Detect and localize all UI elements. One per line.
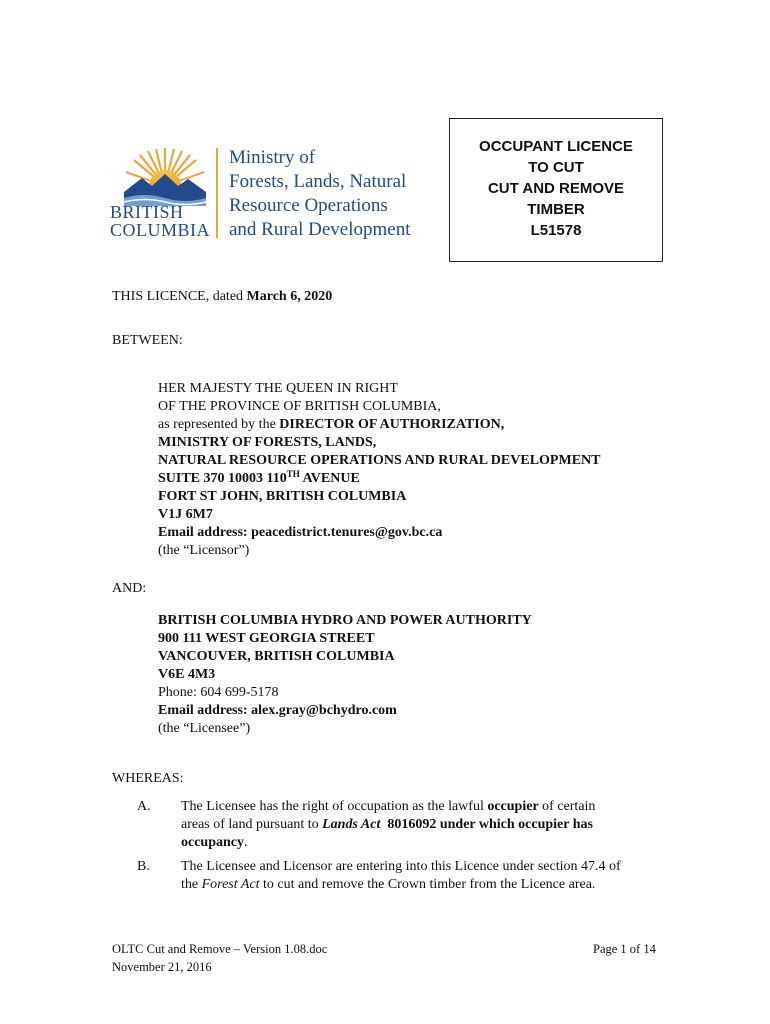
licensor-represented-by: as represented by the: [158, 417, 280, 432]
licensor-line-4: [158, 434, 376, 452]
clause-a-line-2: [181, 816, 593, 834]
clause-a-text-1: The Licensee has the right of occupation as the lawful: [181, 799, 488, 814]
licensor-postal-text: V1J 6M7: [158, 507, 213, 522]
licensor-email: [158, 524, 442, 542]
title-line-2: TO CUT: [528, 159, 584, 176]
licensee-name: [158, 612, 532, 630]
clause-b-line-1: The Licensee and Licensor are entering into this Licence under section 47.4 of: [181, 859, 621, 874]
licensee-street-text: 900 111 WEST GEORGIA STREET: [158, 631, 375, 646]
licensor-avenue: AVENUE: [299, 471, 360, 486]
clause-a-occupier: occupier: [487, 799, 539, 814]
licensee-street: [158, 630, 375, 648]
logo-british: BRITISH: [110, 202, 184, 222]
licensor-city-text: FORT ST JOHN, BRITISH COLUMBIA: [158, 489, 407, 504]
licensor-line-3: [158, 416, 504, 434]
ministry-line-1: Ministry of: [229, 147, 316, 168]
footer-date: November 21, 2016: [112, 960, 212, 974]
clause-a-text-2: of certain: [538, 799, 596, 814]
title-line-4: TIMBER: [527, 201, 585, 218]
clause-a-line-3: [181, 834, 248, 852]
ministry-line-3: Resource Operations: [229, 195, 388, 216]
clause-b-forest-act: Forest Act: [201, 877, 260, 892]
logo-columbia: COLUMBIA: [110, 220, 211, 240]
ministry-line-4: and Rural Development: [229, 219, 411, 240]
ministry-name: [229, 146, 411, 242]
title-line-3: CUT AND REMOVE: [487, 180, 625, 197]
licensee-phone: Phone: 604 699-5178: [158, 685, 279, 700]
licence-dated: [112, 288, 332, 306]
clause-b-text-2: to cut and remove the Crown timber from the Licence area.: [259, 877, 596, 892]
licensee-city-text: VANCOUVER, BRITISH COLUMBIA: [158, 649, 395, 664]
clause-a-lands-act: Lands Act: [322, 817, 381, 832]
licensor-label: (the “Licensor”): [158, 543, 250, 558]
licensee-postal: [158, 666, 215, 684]
licensor-line-5: [158, 452, 600, 470]
licensor-postal: [158, 506, 213, 524]
clause-b-line-2: [181, 876, 595, 894]
and-heading: AND:: [112, 581, 147, 596]
licence-date: March 6, 2020: [246, 289, 333, 304]
clause-a-file-number: 8016092 under which occupier has: [380, 817, 593, 832]
clause-a-line-1: [181, 798, 595, 816]
licensee-label: (the “Licensee”): [158, 721, 251, 736]
licensor-address-line: [158, 470, 360, 488]
licensee-email: [158, 702, 397, 720]
whereas-heading: WHEREAS:: [112, 771, 184, 786]
clause-a-occupancy: occupancy: [181, 835, 244, 850]
licence-number: L51578: [530, 222, 582, 239]
ministry-line-2: Forests, Lands, Natural: [229, 171, 407, 192]
licence-title-box: [449, 118, 663, 262]
licensor-director: DIRECTOR OF AUTHORIZATION,: [279, 417, 505, 432]
licensor-ministry: MINISTRY OF FORESTS, LANDS,: [158, 435, 377, 450]
clause-b-letter: B.: [137, 859, 150, 874]
licensor-email-text: Email address: peacedistrict.tenures@gov.bc.ca: [158, 525, 443, 540]
clause-a-text-3: areas of land pursuant to: [181, 817, 323, 832]
logo-divider: [216, 148, 218, 238]
licensee-city: [158, 648, 395, 666]
between-heading: BETWEEN:: [112, 333, 183, 348]
licensor-line-1: HER MAJESTY THE QUEEN IN RIGHT: [158, 381, 398, 396]
licensor-suite-sup: TH: [286, 469, 300, 479]
clause-a-letter: A.: [137, 799, 151, 814]
dated-prefix: THIS LICENCE, dated: [112, 289, 247, 304]
footer-document-name: OLTC Cut and Remove – Version 1.08.doc: [112, 942, 328, 956]
footer-page-number: Page 1 of 14: [593, 942, 656, 956]
clause-a-period: .: [244, 835, 248, 850]
licensee-name-text: BRITISH COLUMBIA HYDRO AND POWER AUTHORITY: [158, 613, 532, 628]
licensor-line-2: OF THE PROVINCE OF BRITISH COLUMBIA,: [158, 399, 441, 414]
licensor-ministry-cont: NATURAL RESOURCE OPERATIONS AND RURAL DEVELOPMENT: [158, 453, 601, 468]
licensee-email-text: Email address: alex.gray@bchydro.com: [158, 703, 397, 718]
licensee-postal-text: V6E 4M3: [158, 667, 216, 682]
clause-b-text-1: the: [181, 877, 202, 892]
title-line-1: OCCUPANT LICENCE: [479, 138, 633, 155]
bc-sun-mountains-icon: [120, 146, 210, 206]
licensor-city: [158, 488, 406, 506]
licensor-suite: SUITE 370 10003 110: [158, 471, 287, 486]
